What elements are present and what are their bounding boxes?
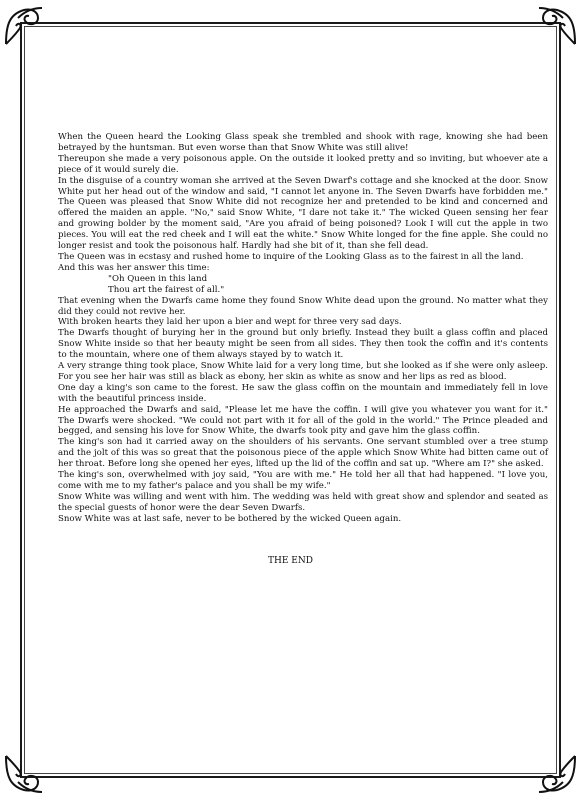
paragraph: And this was her answer this time: [58,262,210,273]
paragraph: The king's son, overwhelmed with joy said, "You are with me." He told her all that had happened. "I love you, come with me to my father's palace and you shall be my wife." [58,470,548,491]
the-end-heading: THE END [268,556,313,566]
paragraph: He approached the Dwarfs and said, "Please let me have the coffin. I will give you whatever you want for it." The Dwarfs were shocked. "We could not part with it for all of the gold in the world." The Prince pleaded and begged, and sensing his love for Snow White, the dwarfs took pity and gave him the glass coffin. [58,404,548,437]
paragraph: Snow White was willing and went with him. The wedding was held with great show and splendor and seated as the special guests of honor were the dear Seven Dwarfs. [58,491,548,513]
verse-line: Thou art the fairest of all." [108,284,225,295]
paragraph: In the disguise of a country woman she arrived at the Seven Dwarf's cottage and she knocked at the door. Snow White put her head out of the window and said, "I cannot let anyone in. The Seven Dwarfs have forbidden me." The Queen was pleased that Snow White did not recognize her and pretended to be kind and concerned and offered the maiden an apple. "No," said Snow White, "I dare not take it." The wicked Queen sensing her fear and growing bolder by the moment said, "Are you afraid of being poisoned? Look I will cut the apple in two pieces. You will eat the red cheek and I will eat the white." Snow White longed for the fine apple. She could no longer resist and took the poisonous half. Hardly had she bit of it, than she fell dead. [58,175,548,252]
paragraph: With broken hearts they laid her upon a bier and wept for three very sad days. [58,317,402,328]
story-text [58,132,548,525]
verse-line: "Oh Queen in this land [108,273,208,284]
paragraph: The king's son had it carried away on the shoulders of his servants. One servant stumbled over a tree stump and the jolt of this was so great that the poisonous piece of the apple which Snow White had bitten came out of her throat. Before long she opened her eyes, lifted up the lid of the coffin and sat up. "Where am I?" she asked. [58,437,548,470]
paragraph: The Queen was in ecstasy and rushed home to inquire of the Looking Glass as to the fairest in all the land. [58,251,524,262]
ornament-corner-top-right [535,4,579,48]
ornament-corner-top-left [2,4,46,48]
paragraph: One day a king's son came to the forest. He saw the glass coffin on the mountain and immediately fell in love with the beautiful princess inside. [58,382,548,404]
paragraph: A very strange thing took place, Snow White laid for a very long time, but she looked as if she were only asleep. For you see her hair was still as black as ebony, her skin as white as snow and her lips as red as blood. [58,361,548,382]
paragraph: Snow White was at last safe, never to be bothered by the wicked Queen again. [58,513,402,524]
paragraph: Thereupon she made a very poisonous apple. On the outside it looked pretty and so inviting, but whoever ate a piece of it would surely die. [58,153,548,175]
ornament-corner-bottom-right [535,752,579,796]
paragraph: When the Queen heard the Looking Glass speak she trembled and shook with rage, knowing she had been betrayed by the huntsman. But even worse than that Snow White was still alive! [58,132,548,153]
paragraph: That evening when the Dwarfs came home they found Snow White dead upon the ground. No matter what they did they could not revive her. [58,295,548,317]
paragraph: The Dwarfs thought of burying her in the ground but only briefly. Instead they built a glass coffin and placed Snow White inside so that her beauty might be seen from all sides. They then took the coffin and it's contents to the mountain, where one of them always stayed by to watch it. [58,328,548,361]
ornament-corner-bottom-left [2,752,46,796]
